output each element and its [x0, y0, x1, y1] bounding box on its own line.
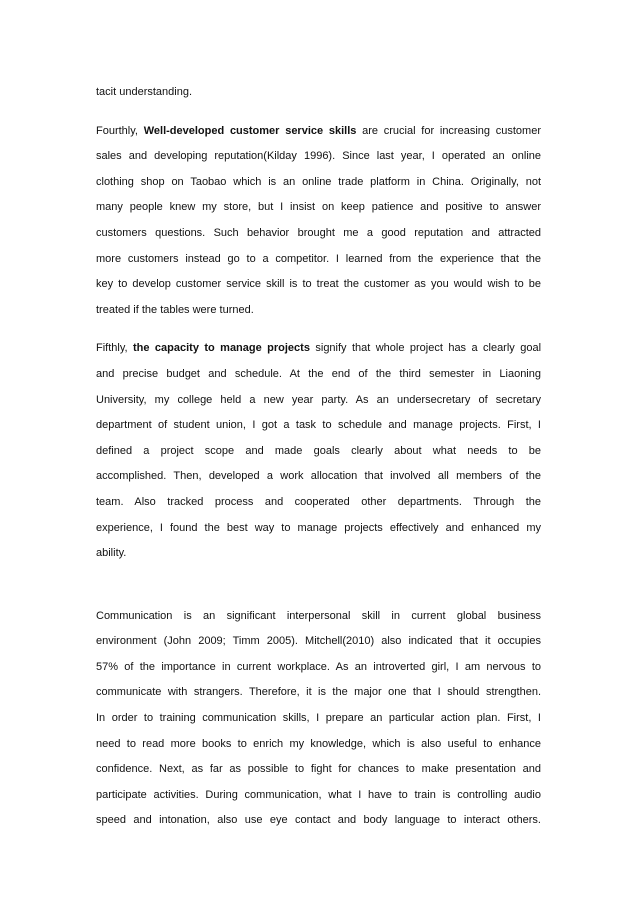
paragraph-manage-projects	[96, 336, 541, 566]
paragraph-tacit	[96, 80, 541, 106]
text-line: need to read more books to enrich my knowledge, which is also useful to enhance	[96, 737, 541, 750]
lead-text: Fourthly,	[96, 124, 144, 137]
text-line: accomplished. Then, developed a work allocation that involved all members of the	[96, 470, 541, 483]
paragraph-communication	[96, 604, 541, 834]
text-line	[96, 119, 541, 145]
text-line	[96, 336, 541, 362]
text-line: department of student union, I got a task to schedule and manage projects. First, I	[96, 419, 541, 432]
text-line: and precise budget and schedule. At the end of the third semester in Liaoning	[96, 367, 541, 380]
text-line: In order to training communication skills, I prepare an particular action plan. First, I	[96, 712, 541, 725]
text-line: key to develop customer service skill is to treat the customer as you would wish to be	[96, 278, 541, 291]
text-line: team. Also tracked process and cooperated other departments. Through the	[96, 495, 541, 508]
text-line: ability.	[96, 547, 127, 560]
text-line: treated if the tables were turned.	[96, 303, 254, 316]
text-line: Communication is an significant interpersonal skill in current global business	[96, 609, 541, 622]
text-line: clothing shop on Taobao which is an online trade platform in China. Originally, not	[96, 175, 541, 188]
text-line: 57% of the importance in current workplace. As an introverted girl, I am nervous to	[96, 660, 541, 673]
text-line: customers questions. Such behavior brought me a good reputation and attracted	[96, 226, 541, 239]
text-line: speed and intonation, also use eye contact and body language to interact others.	[96, 814, 541, 827]
rest-text: signify that whole project has a clearly goal	[309, 342, 542, 355]
text-line: environment (John 2009; Timm 2005). Mitchell(2010) also indicated that it occupies	[96, 635, 541, 648]
text-line: participate activities. During communication, what I have to train is controlling audio	[96, 788, 541, 801]
text-line: more customers instead go to a competitor. I learned from the experience that the	[96, 252, 541, 265]
rest-text: are crucial for increasing customer	[356, 124, 541, 137]
text-line: defined a project scope and made goals clearly about what needs to be	[96, 444, 541, 457]
text-line: confidence. Next, as far as possible to fight for chances to make presentation and	[96, 763, 541, 776]
bold-heading: the capacity to manage projects	[133, 342, 310, 355]
paragraph-customer-service	[96, 119, 541, 324]
text-line: experience, I found the best way to manage projects effectively and enhanced my	[96, 521, 541, 534]
document-body	[96, 80, 541, 847]
text-line: sales and developing reputation(Kilday 1996). Since last year, I operated an online	[96, 150, 541, 163]
text-line: communicate with strangers. Therefore, it is the major one that I should strengthen.	[96, 686, 541, 699]
text-line: University, my college held a new year party. As an undersecretary of secretary	[96, 393, 541, 406]
bold-heading: Well-developed customer service skills	[143, 124, 357, 137]
text-line: tacit understanding.	[96, 86, 193, 98]
lead-text: Fifthly,	[96, 342, 133, 355]
text-line: many people knew my store, but I insist on keep patience and positive to answer	[96, 201, 541, 214]
